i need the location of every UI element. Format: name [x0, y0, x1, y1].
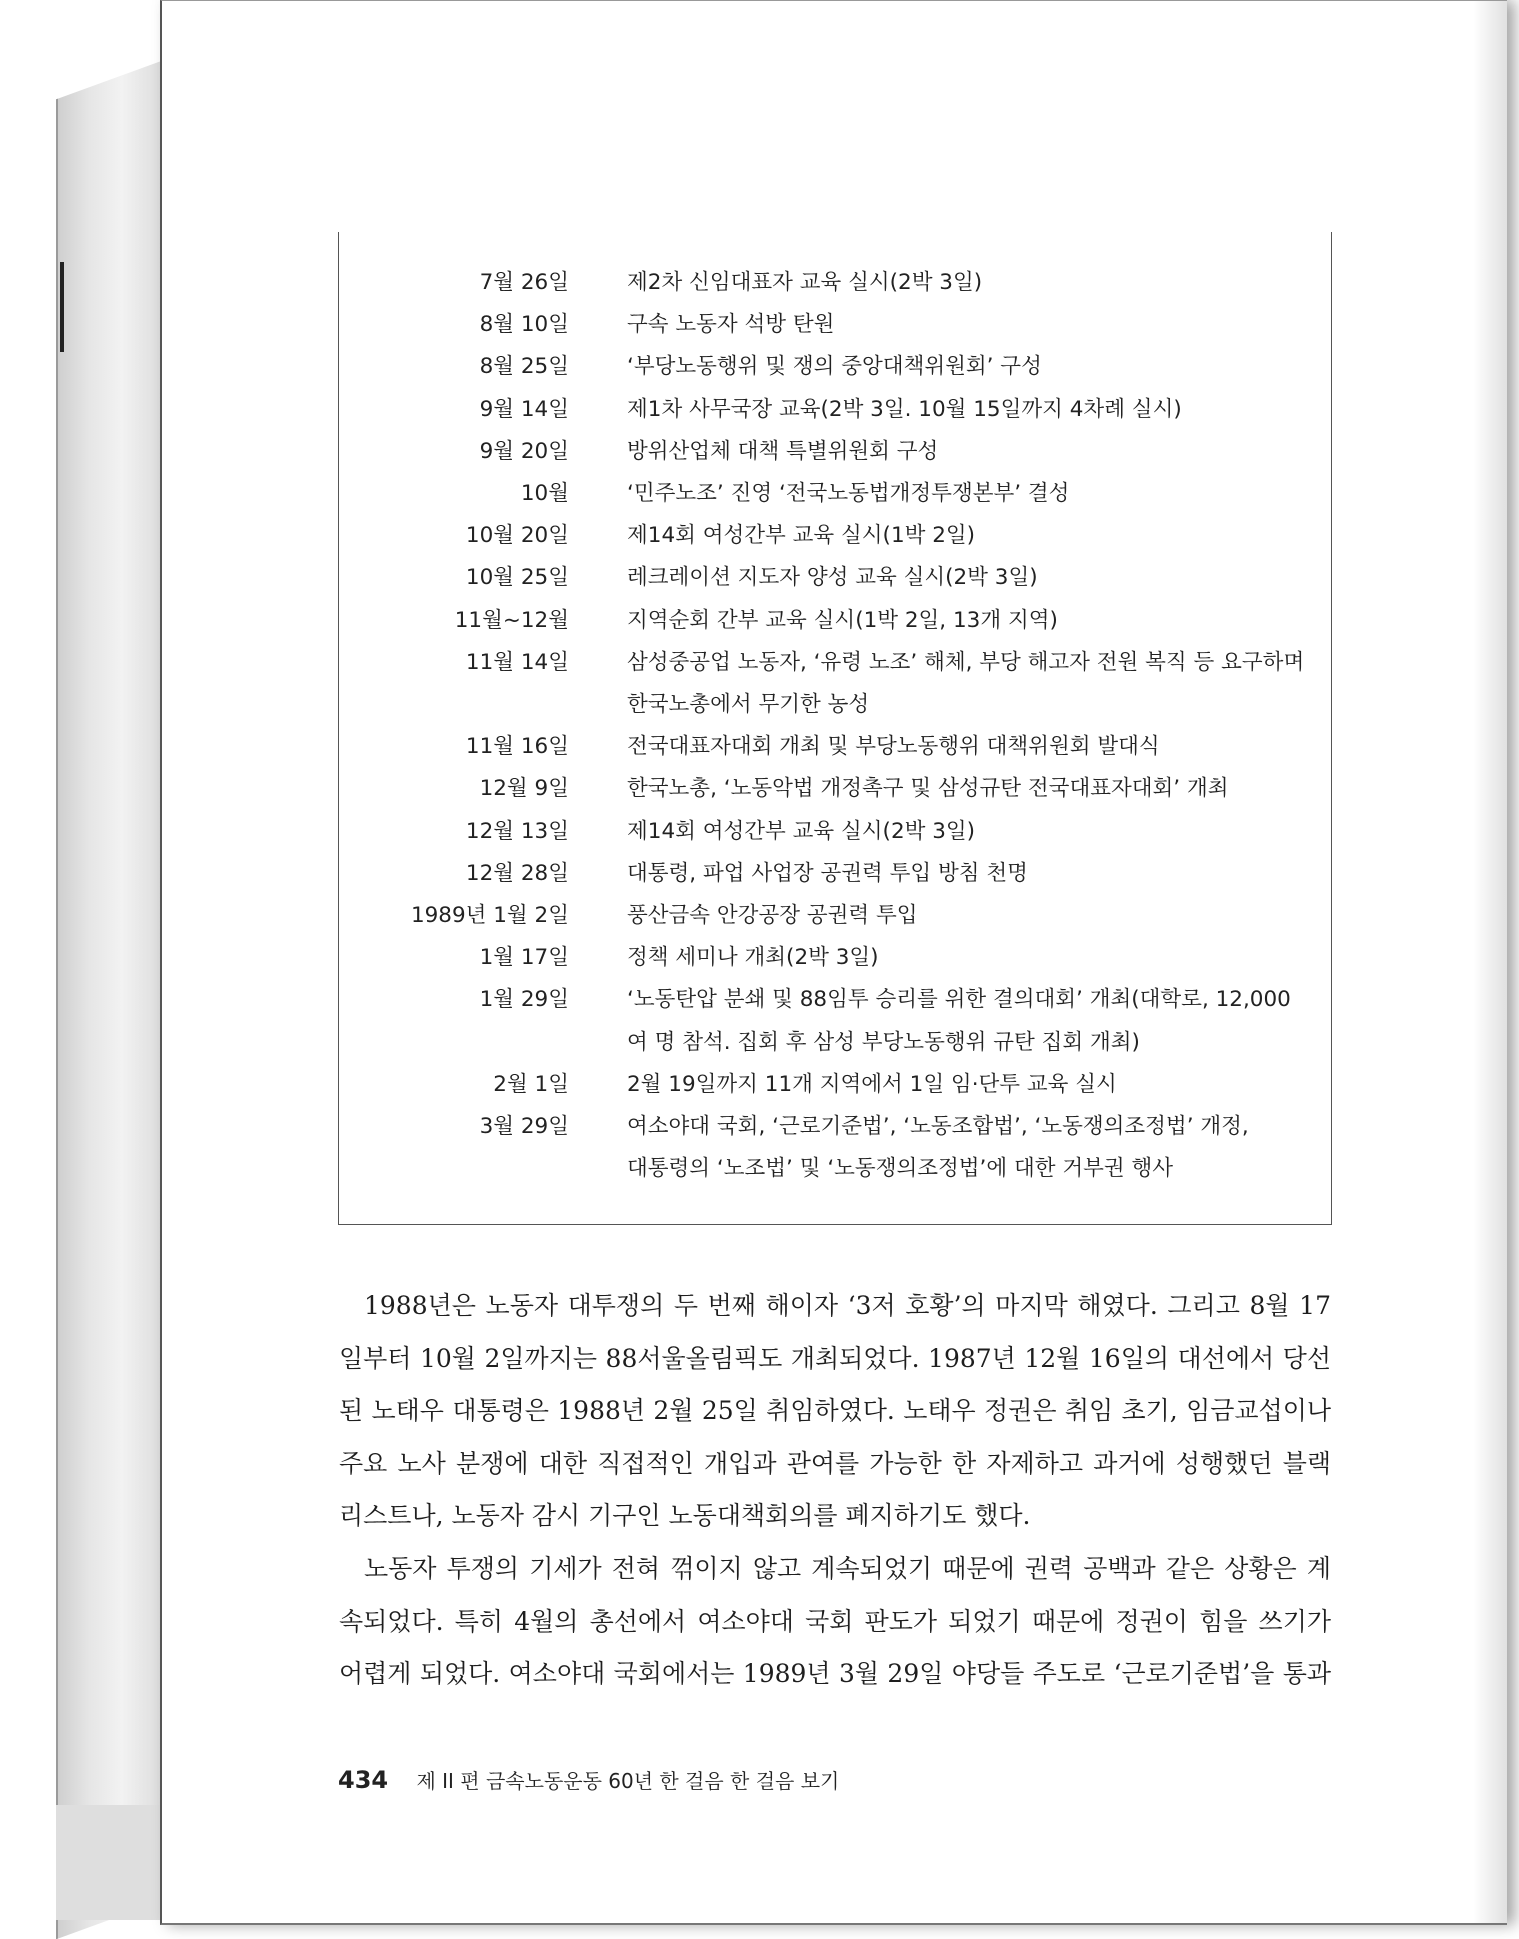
chronology-row — [339, 389, 1331, 431]
chronology-event: 대통령, 파업 사업장 공권력 투입 방침 천명 — [627, 860, 1028, 886]
chronology-row — [339, 768, 1331, 810]
chronology-event: 여 명 참석. 집회 후 삼성 부당노동행위 규탄 집회 개최) — [627, 1029, 1140, 1055]
body-paragraph-2 — [339, 1543, 1331, 1701]
chronology-event: 여소야대 국회, ‘근로기준법’, ‘노동조합법’, ‘노동쟁의조정법’ 개정, — [627, 1114, 1249, 1139]
chronology-event: 풍산금속 안강공장 공권력 투입 — [627, 903, 918, 928]
chronology-event: 2월 19일까지 11개 지역에서 1일 임·단투 교육 실시 — [627, 1071, 1117, 1097]
chronology-event: 한국노총에서 무기한 농성 — [627, 692, 870, 717]
chronology-date: 12월 28일 — [465, 860, 569, 886]
chronology-row — [339, 642, 1331, 684]
body-paragraph-1 — [339, 1280, 1331, 1543]
chronology-event: 제1차 사무국장 교육(2박 3일. 10월 15일까지 4차례 실시) — [627, 396, 1182, 422]
page-number: 434 — [338, 1766, 389, 1794]
chronology-date: 10월 20일 — [465, 523, 569, 549]
chronology-event: 한국노총, ‘노동악법 개정촉구 및 삼성규탄 전국대표자대회’ 개최 — [627, 776, 1229, 802]
chronology-row — [339, 853, 1331, 895]
chronology-event: 레크레이션 지도자 양성 교육 실시(2박 3일) — [627, 565, 1038, 591]
body-line: 노동자 투쟁의 기세가 전혀 꺾이지 않고 계속되었기 때문에 권력 공백과 같은 상황은 계 — [364, 1554, 1331, 1583]
chronology-row — [339, 262, 1331, 304]
chronology-row — [339, 1064, 1331, 1106]
chronology-event: 구속 노동자 석방 탄원 — [627, 312, 835, 338]
chronology-event: ‘노동탄압 분쇄 및 88임투 승리를 위한 결의대회’ 개최(대학로, 12,000 — [627, 987, 1291, 1013]
body-line: 주요 노사 분쟁에 대한 직접적인 개입과 관여를 가능한 한 자제하고 과거에 성행했던 블랙 — [339, 1448, 1331, 1478]
chronology-row — [339, 431, 1331, 473]
chronology-date: 7월 26일 — [479, 270, 569, 295]
chronology-row — [339, 726, 1331, 768]
chronology-row — [339, 1022, 1331, 1064]
page-footer — [338, 1765, 839, 1794]
body-line: 어렵게 되었다. 여소야대 국회에서는 1989년 3월 29일 야당들 주도로 ‘근로기준법’을 통과 — [339, 1659, 1331, 1688]
chronology-event: 삼성중공업 노동자, ‘유령 노조’ 해체, 부당 해고자 전원 복직 등 요구하며 — [627, 649, 1305, 675]
chronology-date: 10월 — [520, 481, 569, 506]
chronology-date: 11월 16일 — [465, 734, 569, 760]
chronology-event: 제14회 여성간부 교육 실시(1박 2일) — [627, 523, 976, 549]
chronology-row — [339, 811, 1331, 853]
chronology-row — [339, 1148, 1331, 1190]
chronology-row — [339, 304, 1331, 346]
chronology-date: 8월 25일 — [479, 354, 569, 380]
spine-mark — [60, 262, 64, 352]
chronology-row — [339, 557, 1331, 599]
chronology-date: 9월 20일 — [479, 438, 569, 464]
chronology-date: 1월 17일 — [479, 945, 569, 971]
chronology-event: 대통령의 ‘노조법’ 및 ‘노동쟁의조정법’에 대한 거부권 행사 — [627, 1156, 1174, 1182]
chronology-event: ‘민주노조’ 진영 ‘전국노동법개정투쟁본부’ 결성 — [627, 481, 1070, 506]
chronology-date: 2월 1일 — [493, 1071, 569, 1097]
book-spine-bottom — [56, 1805, 162, 1920]
chronology-event: 지역순회 간부 교육 실시(1박 2일, 13개 지역) — [627, 607, 1058, 633]
chronology-date: 12월 13일 — [465, 818, 569, 844]
chronology-event: 제14회 여성간부 교육 실시(2박 3일) — [627, 818, 976, 844]
chronology-event: 방위산업체 대책 특별위원회 구성 — [627, 438, 939, 464]
chronology-date: 8월 10일 — [479, 312, 569, 338]
chronology-date: 9월 14일 — [479, 396, 569, 422]
chronology-row — [339, 346, 1331, 388]
chronology-event: 전국대표자대회 개최 및 부당노동행위 대책위원회 발대식 — [627, 734, 1160, 760]
section-title: 제 II 편 금속노동운동 60년 한 걸음 한 걸음 보기 — [416, 1769, 840, 1793]
chronology-row — [339, 895, 1331, 937]
chronology-event: 제2차 신임대표자 교육 실시(2박 3일) — [627, 270, 983, 295]
chronology-row — [339, 515, 1331, 557]
body-line: 1988년은 노동자 대투쟁의 두 번째 해이자 ‘3저 호황’의 마지막 해였다. 그리고 8월 17 — [364, 1291, 1331, 1320]
body-line: 일부터 10월 2일까지는 88서울올림픽도 개최되었다. 1987년 12월 16일의 대선에서 당선 — [339, 1343, 1331, 1373]
chronology-date: 1월 29일 — [479, 987, 569, 1013]
chronology-date: 11월~12월 — [454, 607, 569, 633]
chronology-box — [338, 232, 1332, 1225]
body-line: 된 노태우 대통령은 1988년 2월 25일 취임하였다. 노태우 정권은 취임 초기, 임금교섭이나 — [339, 1396, 1331, 1425]
chronology-date: 12월 9일 — [479, 776, 569, 802]
chronology-date: 1989년 1월 2일 — [410, 903, 569, 928]
body-line: 속되었다. 특히 4월의 총선에서 여소야대 국회 판도가 되었기 때문에 정권이 힘을 쓰기가 — [339, 1606, 1331, 1636]
chronology-row — [339, 1106, 1331, 1148]
chronology-row — [339, 473, 1331, 515]
chronology-row — [339, 979, 1331, 1021]
body-line: 리스트나, 노동자 감시 기구인 노동대책회의를 폐지하기도 했다. — [339, 1501, 1031, 1530]
chronology-row — [339, 600, 1331, 642]
chronology-date: 10월 25일 — [465, 565, 569, 591]
chronology-date: 3월 29일 — [479, 1114, 569, 1139]
chronology-row — [339, 684, 1331, 726]
page-shade — [1473, 1, 1507, 1923]
chronology-row — [339, 937, 1331, 979]
book-spine — [56, 60, 164, 1939]
chronology-event: ‘부당노동행위 및 쟁의 중앙대책위원회’ 구성 — [627, 354, 1042, 380]
chronology-date: 11월 14일 — [465, 649, 569, 675]
chronology-event: 정책 세미나 개최(2박 3일) — [627, 945, 879, 971]
